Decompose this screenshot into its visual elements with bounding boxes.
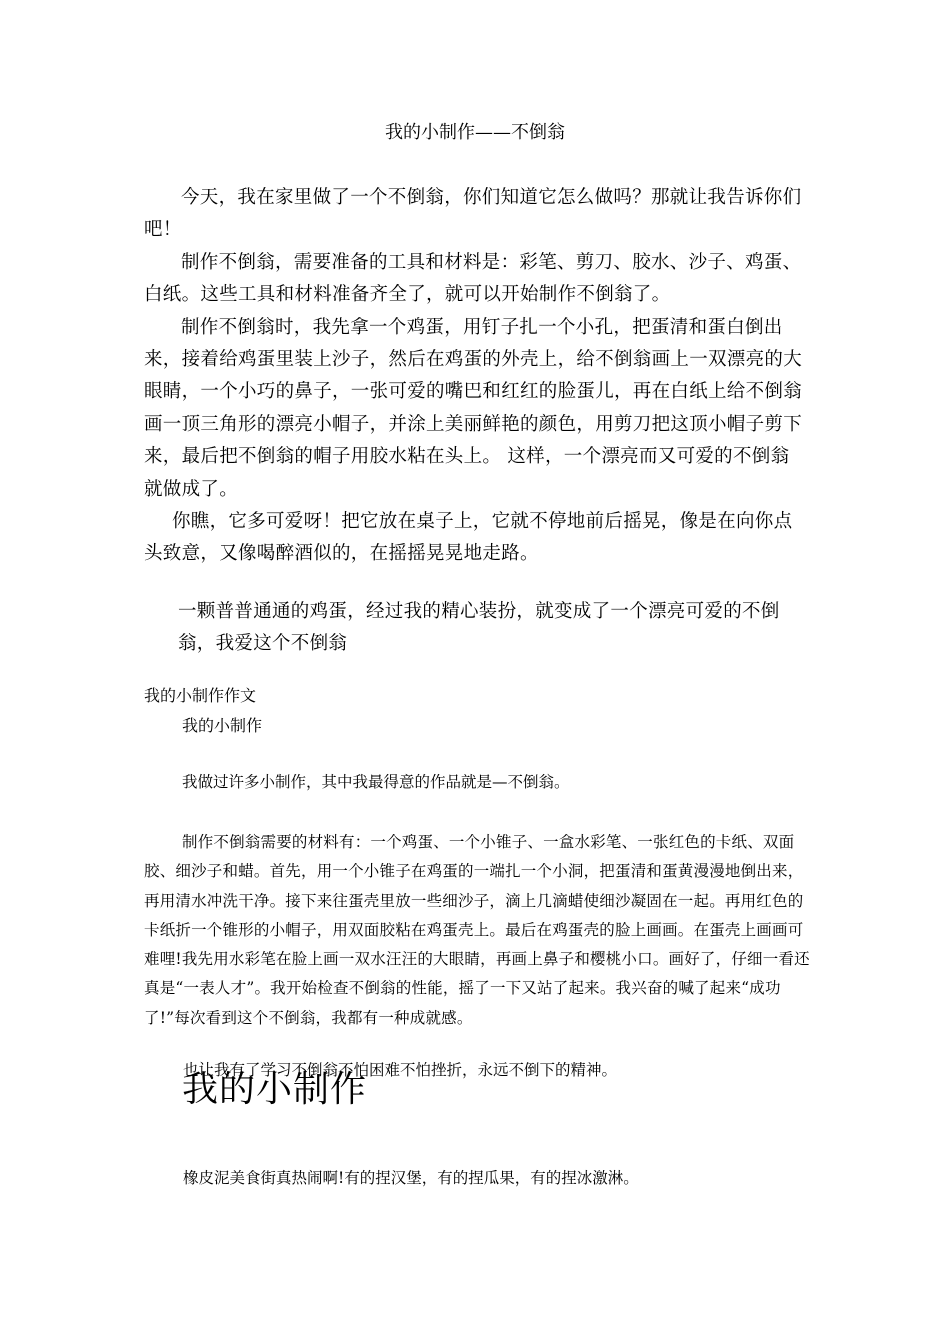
section-heading: 我的小制作作文 [144, 686, 257, 705]
article-title: 我的小制作——不倒翁 [385, 122, 565, 143]
paragraph-result: 你瞧，它多可爱呀！把它放在桌子上，它就不停地前后摇晃，像是在向你点头致意，又像喝醉酒似的，在摇摇晃晃地走路。 [144, 511, 793, 565]
article-body [144, 182, 808, 571]
section-title: 我的小制作 [182, 716, 263, 735]
paragraph-plasticine: 橡皮泥美食街真热闹啊!有的捏汉堡，有的捏瓜果，有的捏冰激淋。 [183, 1169, 639, 1187]
large-title: 我的小制作 [182, 1069, 368, 1110]
paragraph-steps: 制作不倒翁时，我先拿一个鸡蛋，用钉子扎一个小孔，把蛋清和蛋白倒出来，接着给鸡蛋里装上沙子，然后在鸡蛋的外壳上，给不倒翁画上一双漂亮的大眼睛，一个小巧的鼻子，一张可爱的嘴巴和红红的脸蛋儿，再在白纸上给不倒翁画一顶三角形的漂亮小帽子，并涂上美丽鲜艳的颜色，用剪刀把这顶小帽子剪下来，最后把不倒翁的帽子用胶水粘在头上。 这样，一个漂亮而又可爱的不倒翁就做成了。 [144, 316, 803, 500]
paragraph-conclusion: 一颗普普通通的鸡蛋，经过我的精心装扮，就变成了一个漂亮可爱的不倒翁，我爱这个不倒翁 [178, 601, 780, 655]
section-paragraph-process: 制作不倒翁需要的材料有：一个鸡蛋、一个小锥子、一盒水彩笔、一张红色的卡纸、双面胶、细沙子和蜡。首先，用一个小锥子在鸡蛋的一端扎一个小洞，把蛋清和蛋黄漫漫地倒出来，再用清水冲洗干净。接下来往蛋壳里放一些细沙子，滴上几滴蜡使细沙凝固在一起。再用红色的卡纸折一个锥形的小帽子，用双面胶粘在鸡蛋壳上。最后在鸡蛋壳的脸上画画。在蛋壳上画画可难哩!我先用水彩笔在脸上画一双水汪汪的大眼睛，再画上鼻子和樱桃小口。画好了，仔细一看还真是“一表人才”。我开始检查不倒翁的性能，摇了一下又站了起来。我兴奋的喊了起来“成功了!”每次看到这个不倒翁，我都有一种成就感。 [144, 833, 810, 1027]
paragraph-intro: 今天，我在家里做了一个不倒翁，你们知道它怎么做吗？那就让我告诉你们吧！ [144, 187, 802, 241]
section-paragraph-spirit: 也让我有了学习不倒翁不怕困难不怕挫折，永远不倒下的精神。 [183, 1061, 618, 1079]
section-paragraph-favorite: 我做过许多小制作，其中我最得意的作品就是—不倒翁。 [182, 773, 570, 791]
paragraph-materials: 制作不倒翁，需要准备的工具和材料是：彩笔、剪刀、胶水、沙子、鸡蛋、白纸。这些工具和材料准备齐全了，就可以开始制作不倒翁了。 [144, 251, 802, 306]
